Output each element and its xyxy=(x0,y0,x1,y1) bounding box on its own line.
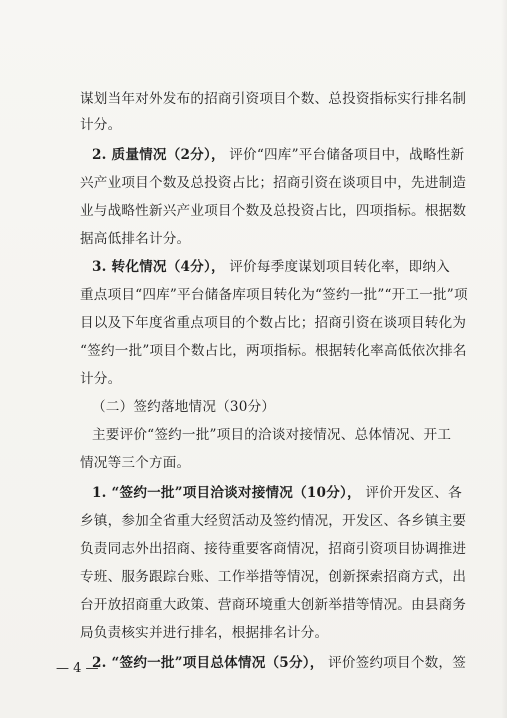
paragraph-line-2 xyxy=(80,116,121,134)
line-text: 局负责核实并进行排名，根据排名计分。 xyxy=(80,625,329,641)
paragraph-line-18 xyxy=(80,568,466,586)
line-text: “签约一批”项目个数占比，两项指标。根据转化率高低依次排名 xyxy=(80,343,467,359)
paragraph-line-21 xyxy=(92,654,466,672)
paragraph-line-16 xyxy=(80,512,466,530)
paragraph-line-11 xyxy=(80,370,121,388)
paragraph-line-10 xyxy=(80,342,467,360)
line-text: 乡镇，参加全省重大经贸活动及签约情况，开发区、各乡镇主要 xyxy=(80,513,467,529)
paragraph-line-14 xyxy=(80,454,190,472)
line-text: 业与战略性新兴产业项目个数及总投资占比，四项指标。根据数 xyxy=(80,203,467,219)
line-text: 评价签约项目个数，签 xyxy=(328,655,467,671)
paragraph-line-6 xyxy=(80,230,190,248)
section-heading: 2. 质量情况（2分）， xyxy=(92,147,225,163)
paragraph-line-17 xyxy=(80,540,466,558)
line-text: 据高低排名计分。 xyxy=(80,231,191,247)
line-text: 负责同志外出招商、接待重要客商情况，招商引资项目协调推进 xyxy=(80,541,467,557)
line-text: 主要评价“签约一批”项目的洽谈对接情况、总体情况、开工 xyxy=(92,427,452,443)
line-text: 情况等三个方面。 xyxy=(80,455,191,471)
paragraph-line-8 xyxy=(80,286,468,304)
page-number: — 4 — xyxy=(56,661,99,676)
line-text: 兴产业项目个数及总投资占比；招商引资在谈项目中，先进制造 xyxy=(80,175,467,191)
paragraph-line-19 xyxy=(80,596,466,614)
line-text: 评价“四库”平台储备项目中，战略性新 xyxy=(229,147,465,163)
section-heading: 2. “签约一批”项目总体情况（5分）， xyxy=(92,655,324,671)
line-text: 台开放招商重大政策、营商环境重大创新举措等情况。由县商务 xyxy=(80,597,467,613)
section-heading: 1. “签约一批”项目洽谈对接情况（10分）， xyxy=(92,485,361,501)
paragraph-line-20 xyxy=(80,624,328,642)
section-heading: 3. 转化情况（4分）， xyxy=(92,259,225,275)
paragraph-line-13 xyxy=(92,426,451,444)
line-text: 目以及下年度省重点项目的个数占比；招商引资在谈项目转化为 xyxy=(80,315,467,331)
line-text: 专班、服务跟踪台账、工作举措等情况，创新探索招商方式，出 xyxy=(80,569,467,585)
paragraph-line-9 xyxy=(80,314,466,332)
paragraph-line-5 xyxy=(80,202,466,220)
section-title: （二）签约落地情况（30分） xyxy=(92,399,276,415)
line-text: 计分。 xyxy=(80,371,122,387)
paragraph-line-4 xyxy=(80,174,466,192)
paragraph-line-1 xyxy=(80,90,466,108)
line-text: 谋划当年对外发布的招商引资项目个数、总投资指标实行排名制 xyxy=(80,91,467,107)
line-text: 评价开发区、各 xyxy=(365,485,462,501)
line-text: 计分。 xyxy=(80,117,122,133)
page-edge-shadow xyxy=(501,0,507,718)
paragraph-line-7 xyxy=(92,258,450,276)
paragraph-line-3 xyxy=(92,146,464,164)
line-text: 重点项目“四库”平台储备库项目转化为“签约一批”“开工一批”项 xyxy=(80,287,468,303)
line-text: 评价每季度谋划项目转化率，即纳入 xyxy=(229,259,450,275)
paragraph-line-15 xyxy=(92,484,462,502)
section-title-line xyxy=(92,398,275,416)
